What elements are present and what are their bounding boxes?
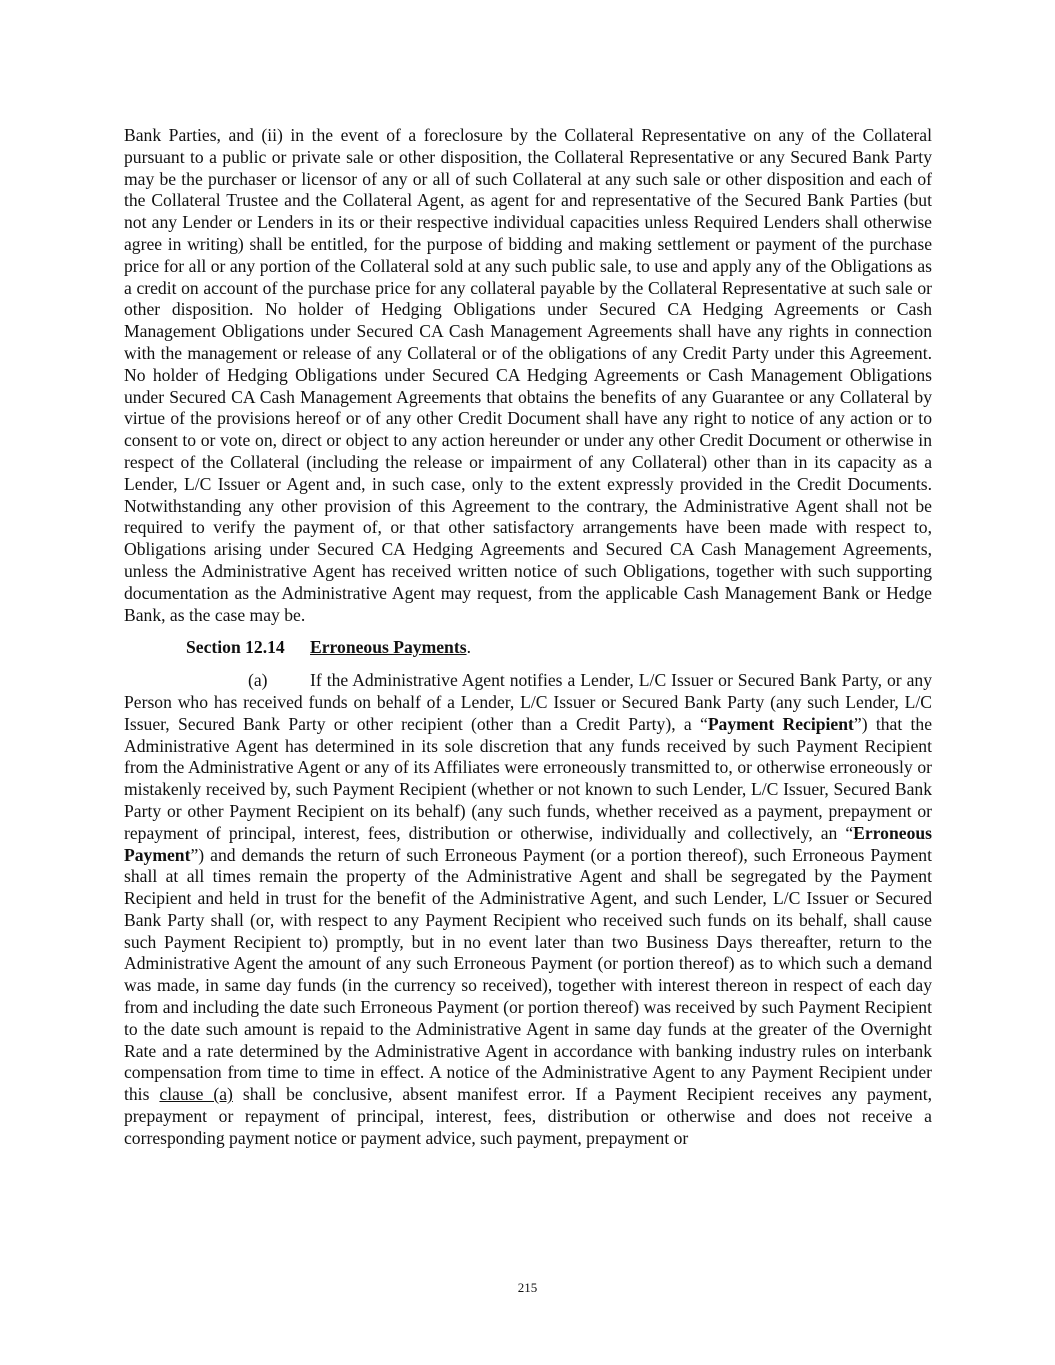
defined-term-payment-recipient: Payment Recipient [707, 713, 854, 734]
clause-a-paragraph [124, 670, 932, 1150]
clause-a-text-3: ”) and demands the return of such Erroneous Payment (or a portion thereof), such Erroneous Payment shall at all times remain the property of the Administrative Agent and shall be segregated by the Payment Recipient and held in trust for the benefit of the Administrative Agent, and such Lender, L/C Issuer or Secured Bank Party shall (or, with respect to any Payment Recipient who received such funds on its behalf, shall cause such Payment Recipient to) promptly, but in no event later than two Business Days thereafter, return to the Administrative Agent the amount of any such Erroneous Payment (or portion thereof) as to which such a demand was made, in same day funds (in the currency so received), together with interest thereon in respect of each day from and including the date such Erroneous Payment (or portion thereof) was received by such Payment Recipient to the date such amount is repaid to the Administrative Agent in same day funds at the greater of the Overnight Rate and a rate determined by the Administrative Agent in accordance with banking industry rules on interbank compensation from time to time in effect. A notice of the Administrative Agent to any Payment Recipient under this [124, 844, 932, 1105]
document-page [124, 125, 932, 1150]
section-title: Erroneous Payments [310, 637, 467, 658]
continuation-paragraph: Bank Parties, and (ii) in the event of a foreclosure by the Collateral Representative on any of the Collateral pursuant to a public or private sale or other disposition, the Collateral Representative or any Secured Bank Party may be the purchaser or licensor of any or all of such Collateral at any such sale or other disposition and each of the Collateral Trustee and the Collateral Agent, as agent for and representative of the Secured Bank Parties (but not any Lender or Lenders in its or their respective individual capacities unless Required Lenders shall otherwise agree in writing) shall be entitled, for the purpose of bidding and making settlement or payment of the purchase price for all or any portion of the Collateral sold at any such public sale, to use and apply any of the Obligations as a credit on account of the purchase price for any collateral payable by the Collateral Representative at such sale or other disposition. No holder of Hedging Obligations under Secured CA Hedging Agreements or Cash Management Obligations under Secured CA Cash Management Agreements shall have any rights in connection with the management or release of any Collateral or of the obligations of any Credit Party under this Agreement. No holder of Hedging Obligations under Secured CA Hedging Agreements or Cash Management Obligations under Secured CA Cash Management Agreements that obtains the benefits of any Guarantee or any Collateral by virtue of the provisions hereof or of any other Credit Document shall have any right to notice of any action or to consent to or vote on, direct or object to any action hereunder or under any other Credit Document or otherwise in respect of the Collateral (including the release or impairment of any Collateral) other than in its capacity as a Lender, L/C Issuer or Agent and, in such case, only to the extent expressly provided in the Credit Documents. Notwithstanding any other provision of this Agreement to the contrary, the Administrative Agent shall not be required to verify the payment of, or that other satisfactory arrangements have been made with respect to, Obligations arising under Secured CA Hedging Agreements and Secured CA Cash Management Agreements, unless the Administrative Agent has received written notice of such Obligations, together with such supporting documentation as the Administrative Agent may request, from the applicable Cash Management Bank or Hedge Bank, as the case may be. [124, 125, 932, 625]
clause-a-label: (a) [248, 670, 268, 691]
section-number: Section 12.14 [186, 637, 285, 658]
clause-a-reference: clause (a) [159, 1084, 233, 1105]
section-title-suffix: . [466, 637, 471, 658]
clause-a-text-4: shall be conclusive, absent manifest error. If a Payment Recipient receives any payment, prepayment or repayment of principal, interest, fees, distribution or otherwise and does not receive a corresponding payment notice or payment advice, such payment, prepayment or [124, 1084, 932, 1148]
clause-a-text-1: If the Administrative Agent notifies a Lender, L/C Issuer or Secured Bank Party, or any Person who has received funds on behalf of a Lender, L/C Issuer or Secured Bank Party (any such Lender, L/C Issuer, Secured Bank Party or other recipient (other than a Credit Party), a “ [124, 670, 932, 734]
section-heading [186, 637, 932, 659]
defined-term-erroneous-payment: Erroneous Payment [124, 822, 932, 865]
clause-a-text-2: ”) that the Administrative Agent has determined in its sole discretion that any funds received by such Payment Recipient from the Administrative Agent or any of its Affiliates were erroneously transmitted to, or otherwise erroneously or mistakenly received by, such Payment Recipient (whether or not known to such Lender, L/C Issuer, Secured Bank Party or other Payment Recipient on its behalf) (any such funds, whether received as a payment, prepayment or repayment of principal, interest, fees, distribution or otherwise, individually and collectively, an “ [124, 713, 933, 843]
page-number: 215 [517, 1280, 538, 1295]
